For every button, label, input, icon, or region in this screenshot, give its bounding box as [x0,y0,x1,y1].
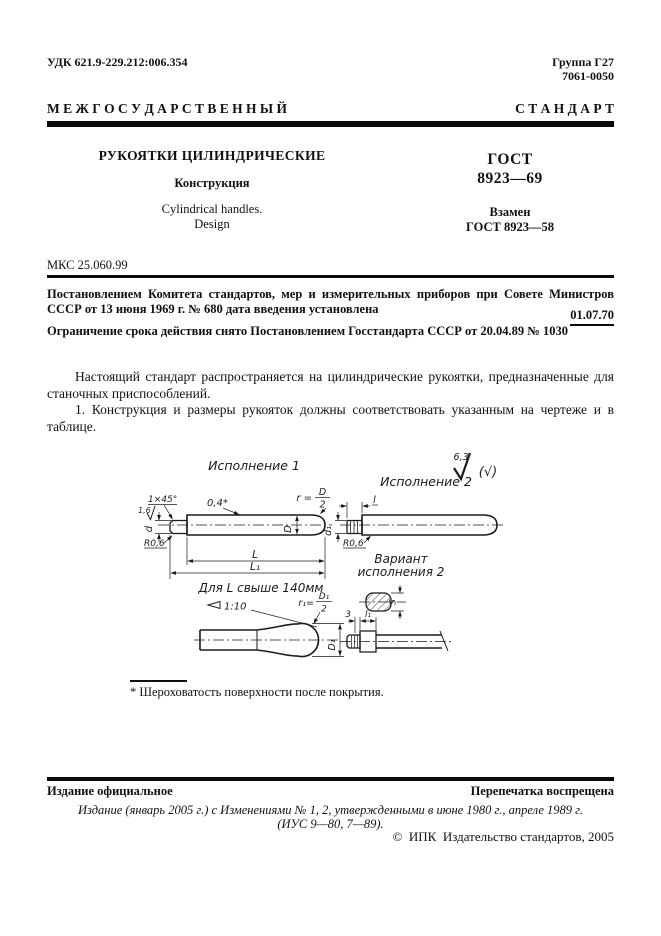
radius1-den: 2 [321,604,327,615]
edition-note-line1: Издание (январь 2005 г.) с Изменениями № 1, 2, утвержденными в июне 1980 г., апреле 1989 г. [77,803,584,817]
replaces-value: ГОСТ 8923—58 [465,220,554,234]
standard-kind-word1: М Е Ж Г О С У Д А Р С Т В Е Н Н Ы Й [47,101,288,116]
fillet2-label: R0,6 [343,539,364,549]
variant2-alt-line2: исполнения 2 [357,565,445,579]
radius1-num: D₁ [318,592,330,602]
official-edition-label: Издание официальное [47,784,173,798]
group-code [552,55,614,83]
alt-thread-lines [352,635,358,648]
replaces-label: Взамен [489,205,531,219]
chamfer-leader [148,505,177,520]
decree-paragraph-1: Постановлением Комитета стандартов, мер и измерительных приборов при Совете Министров СССР от 13 июня 1969 г. № 680 дата введения установлена [47,287,614,316]
mks-rule [47,275,614,278]
dim-D1-label: D₁ [327,639,338,651]
dim-S-label: S [388,599,399,605]
tail-roughness-value: 1,6 [138,506,151,515]
dim-D-label: D [283,525,294,533]
dim-d-label: d [144,525,155,533]
mks-code: МКС 25.060.99 [47,258,128,272]
gost-designation [420,150,600,188]
scope-paragraph: Настоящий стандарт распространяется на цилиндрические рукоятки, предназначенные для станочных приспособлений. [47,369,614,401]
title-block [47,148,377,232]
dim-d1-label: d₁ [323,526,334,536]
standard-kind-heading [47,101,614,117]
gost-number: 8923—69 [477,170,543,187]
variant1-label: Исполнение 1 [208,458,300,473]
dim-l-label: l [373,495,376,506]
general-roughness-value: 6,3 [453,452,469,463]
clause-1-paragraph: 1. Конструкция и размеры рукояток должны соответствовать указанным на чертеже и в таблице. [47,402,614,434]
v1-tail-outline [170,521,187,534]
taper-label: 1:10 [224,601,247,613]
variant2-alt-drawing [340,585,454,652]
v2-thread-outline [347,521,362,534]
footnote-rule [130,680,187,682]
d1-extension-lines [335,521,346,534]
title-en-line2: Design [194,217,230,231]
copyright-notice: © ИПК Издательство стандартов, 2005 [392,829,614,844]
document-title: РУКОЯТКИ ЦИЛИНДРИЧЕСКИЕ [98,148,326,163]
dim-L1-label: L₁ [249,561,261,573]
radius-formula-num: D [318,487,327,498]
footer-row [47,784,614,799]
radius-formula-den: 2 [319,499,326,511]
coated-roughness-label: 0,4* [207,498,228,509]
chamfer-label: 1×45° [148,495,178,505]
technical-drawing [114,449,634,685]
dim-3-label: 3 [345,610,351,620]
group-label: Группа Г27 [552,55,614,69]
dim-l1-label: l₁ [364,610,372,620]
fillet1-label: R0,6 [144,539,165,549]
coated-roughness-leader [223,508,239,515]
over140-label: Для L свыше 140мм [198,581,324,595]
cross-section-capsule [366,593,391,611]
document-title-en [47,202,377,232]
heading-rule [47,121,614,127]
body-text [47,369,614,435]
footnote [130,680,490,700]
variant2-label: Исполнение 2 [380,474,472,489]
udk-row [47,55,614,83]
radius1-lhs: r₁= [298,598,314,609]
udk-number: УДК 621.9-229.212:006.354 [47,55,188,69]
taper-symbol-icon [208,602,220,609]
l-extension-lines [347,502,362,518]
footnote-text: * Шероховатость поверхности после покрытия. [130,684,384,699]
document-subtitle: Конструкция [174,176,250,190]
introduction-date: 01.07.70 [570,308,614,326]
general-roughness-rest: (√) [478,465,498,480]
decree-paragraph-2: Ограничение срока действия снято Постановлением Госстандарта СССР от 20.04.89 № 1030 [47,324,568,338]
reprint-prohibited-label: Перепечатка воспрещена [470,784,614,798]
dim-L-label: L [252,549,258,561]
footer-rule [47,777,614,781]
title-en-line1: Cylindrical handles. [161,202,263,216]
standard-kind-word2: С Т А Н Д А Р Т [515,101,614,116]
over140-drawing [194,581,344,657]
radius1-leader [314,612,320,624]
gost-label: ГОСТ [487,151,533,168]
gost-designation-block [420,150,600,235]
radius-formula-lhs: r = [296,493,312,504]
variant2-alt-line1: Вариант [374,552,428,566]
variant2-drawing [323,495,506,579]
replaces-block [420,205,600,235]
edition-note-line2: (ИУС 9—80, 7—89). [277,817,384,831]
variant1-drawing [138,487,332,579]
v2-thread-lines [351,521,358,534]
oks-code: 7061-0050 [562,69,614,83]
